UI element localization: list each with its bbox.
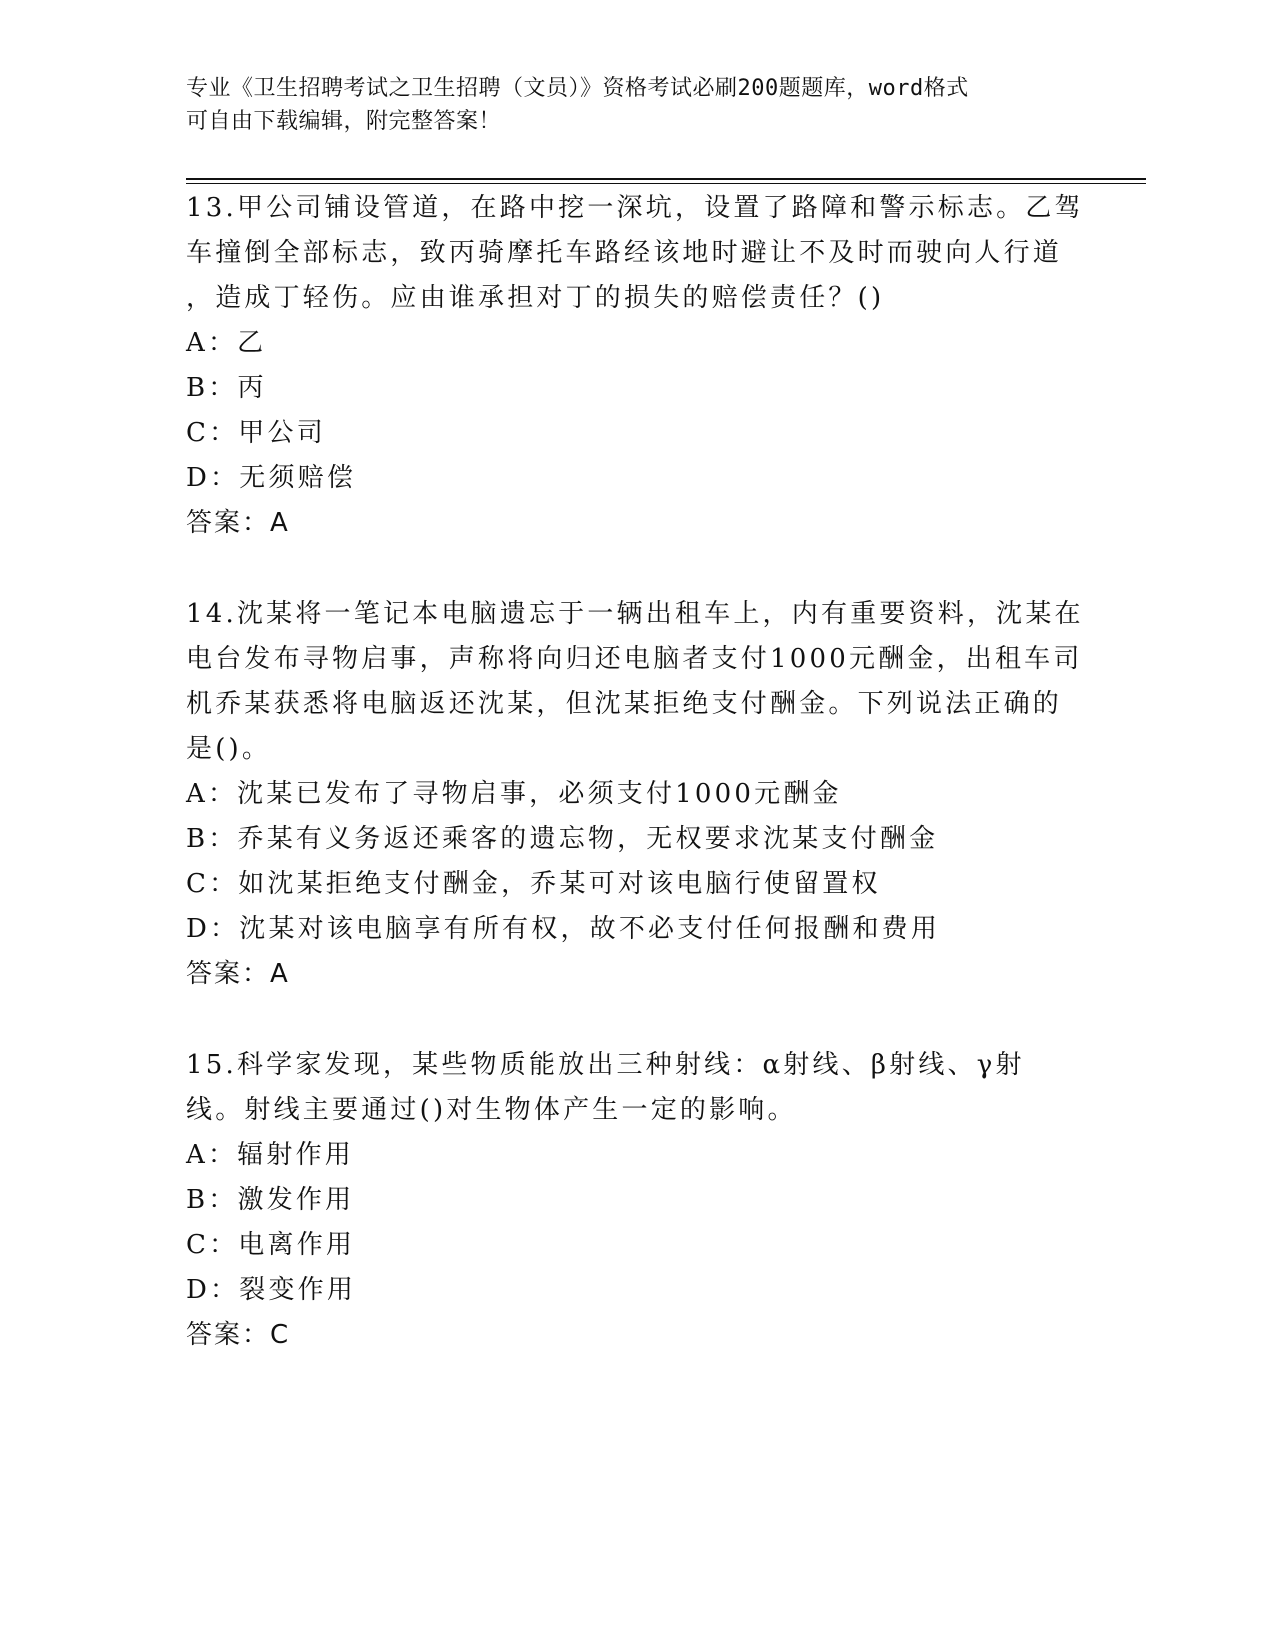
option-a: A：沈某已发布了寻物启事，必须支付1000元酬金 xyxy=(186,779,842,809)
option-b: B：乔某有义务返还乘客的遗忘物，无权要求沈某支付酬金 xyxy=(186,824,939,854)
question-stem-line: 机乔某获悉将电脑返还沈某，但沈某拒绝支付酬金。下列说法正确的 xyxy=(186,689,1063,719)
question-stem-line: 电台发布寻物启事，声称将向归还电脑者支付1000元酬金，出租车司 xyxy=(186,644,1083,674)
question-stem-line: 是()。 xyxy=(186,734,272,764)
option-a: A：乙 xyxy=(186,328,267,358)
question-stem-line: 13.甲公司铺设管道，在路中挖一深坑，设置了路障和警示标志。乙驾 xyxy=(186,193,1084,223)
question-list xyxy=(186,186,1084,1358)
header-divider-thick xyxy=(186,178,1146,180)
question-stem-line: 线。射线主要通过()对生物体产生一定的影响。 xyxy=(186,1095,797,1125)
question-stem-line: 车撞倒全部标志，致丙骑摩托车路经该地时避让不及时而驶向人行道 xyxy=(186,238,1063,268)
answer-line: 答案：A xyxy=(186,959,290,989)
header-line-1: 专业《卫生招聘考试之卫生招聘（文员）》资格考试必刷200题题库，word格式 xyxy=(186,76,969,101)
option-d: D：裂变作用 xyxy=(186,1275,357,1305)
question-14 xyxy=(186,592,1084,997)
question-13 xyxy=(186,186,1084,546)
document-header xyxy=(186,72,1066,138)
question-spacer xyxy=(186,997,1066,1043)
header-line-2: 可自由下载编辑，附完整答案！ xyxy=(186,109,502,134)
option-b: B：激发作用 xyxy=(186,1185,355,1215)
question-stem-line: 14.沈某将一笔记本电脑遗忘于一辆出租车上，内有重要资料，沈某在 xyxy=(186,599,1084,629)
option-c: C：如沈某拒绝支付酬金，乔某可对该电脑行使留置权 xyxy=(186,869,881,899)
option-d: D：无须赔偿 xyxy=(186,463,357,493)
option-c: C：电离作用 xyxy=(186,1230,356,1260)
option-d: D：沈某对该电脑享有所有权，故不必支付任何报酬和费用 xyxy=(186,914,941,944)
question-15 xyxy=(186,1043,1066,1358)
answer-line: 答案：A xyxy=(186,508,290,538)
option-b: B：丙 xyxy=(186,373,267,403)
question-stem-line: 15.科学家发现，某些物质能放出三种射线：α射线、β射线、γ射 xyxy=(186,1050,1025,1080)
question-spacer xyxy=(186,546,1066,592)
header-divider-thin xyxy=(186,183,1146,184)
option-a: A：辐射作用 xyxy=(186,1140,354,1170)
answer-line: 答案：C xyxy=(186,1320,291,1350)
question-stem-line: ，造成丁轻伤。应由谁承担对丁的损失的赔偿责任？() xyxy=(186,283,885,313)
option-c: C：甲公司 xyxy=(186,418,326,448)
